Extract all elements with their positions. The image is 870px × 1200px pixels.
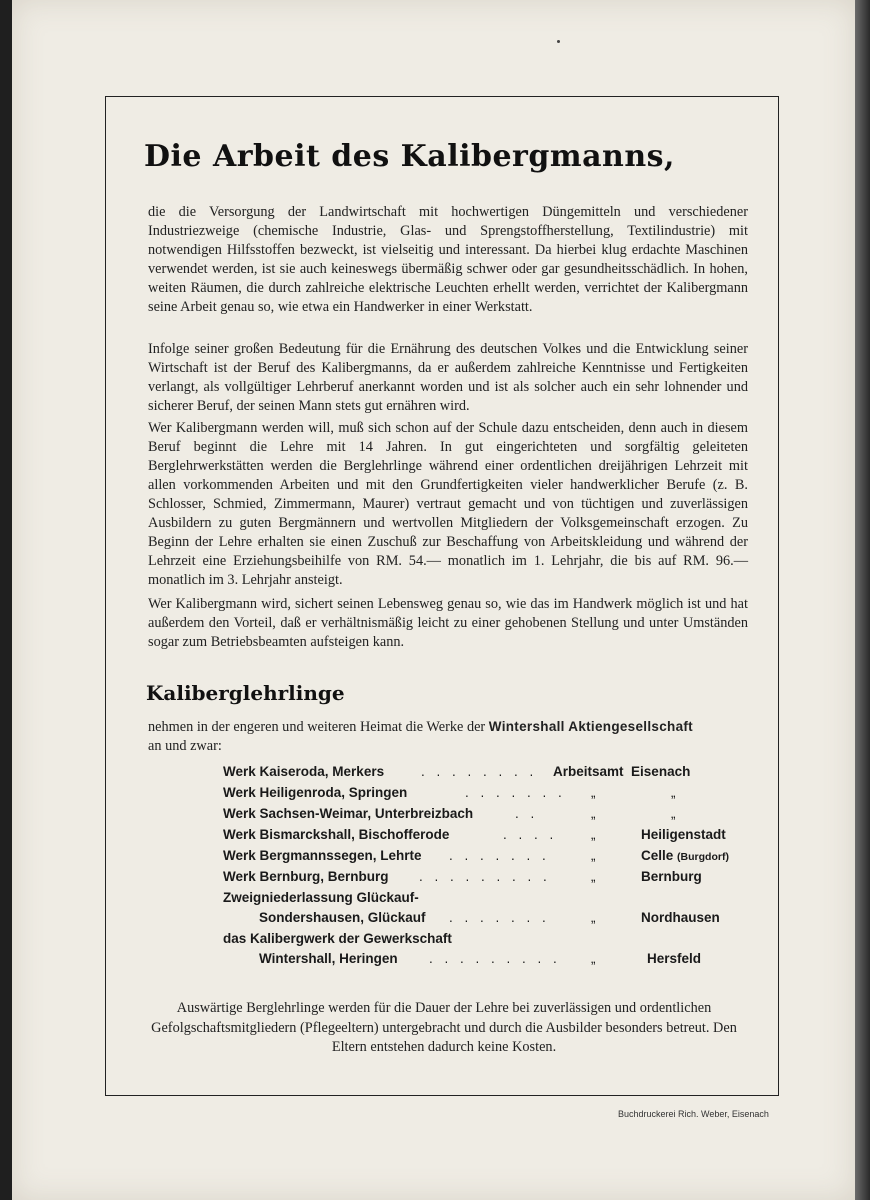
work-name: Werk Kaiseroda, Merkers xyxy=(223,764,385,779)
work-city: Bernburg xyxy=(641,869,702,884)
paragraph-1: die die Versorgung der Landwirtschaft mit hochwertigen Düngemitteln und verschiedener Industriezweige (chemische Industrie, Glas- und Sprengstoffherstellung, Textilindustrie) mit notwendigen Hilfsstoffen bezweckt, ist vielseitig und interessant. Da hierbei klug erdachte Maschinen verwendet werden, ist sie auch keineswegs übermäßig schwer oder gar gesundheitsschädlich. In hohen, weiten Räumen, die durch zahlreiche elektrische Leuchten erhellt werden, verrichtet der Kalibergmann seine Arbeit genau so, wie etwa ein Handwerker in einer Werkstatt. xyxy=(148,204,748,315)
paragraph-2: Infolge seiner großen Bedeutung für die Ernährung des deutschen Volkes und die Entwicklung seiner Wirtschaft ist der Beruf des Kalibergmanns, da er außerdem zahlreiche Kenntnisse und Fertigkeiten verlangt, als vollgültiger Lehrberuf anerkannt worden und ist als solcher auch ein sehr lohnender und sicherer Beruf, der seinen Mann stets gut ernähren wird. xyxy=(148,341,748,414)
work-name: Zweigniederlassung Glückauf- xyxy=(223,890,419,905)
section-subtitle: Kaliberglehrlinge xyxy=(146,681,345,705)
work-city: Heiligenstadt xyxy=(641,827,726,842)
works-row xyxy=(223,845,743,866)
leader-dots: . . . . . . . xyxy=(449,848,550,863)
work-name: Werk Sachsen-Weimar, Unterbreizbach xyxy=(223,806,474,821)
leader-dots: . . . . xyxy=(503,827,558,842)
leader-dots: . . . . . . . . . xyxy=(429,951,561,966)
city-name: Celle xyxy=(641,848,674,863)
works-list xyxy=(223,761,743,969)
leader-dots: . . xyxy=(515,806,539,821)
ditto-mark: „ xyxy=(671,785,676,800)
works-row xyxy=(223,824,743,845)
works-intro xyxy=(148,717,758,756)
works-row xyxy=(223,803,743,824)
paragraph-3: Wer Kalibergmann werden will, muß sich schon auf der Schule dazu entscheiden, denn auch in diesem Beruf beginnt die Lehre mit 14 Jahren. In gut eingerichteten und sorgfältig geleiteten Berglehrwerkstätten werden die Berglehrlinge während einer ordentlichen dreijährigen Lehrzeit mit allen vorkommenden Arbeiten und mit den Grundfertigkeiten vieler handwerklicher Berufe (z. B. Schlosser, Schmied, Zimmermann, Maurer) vertraut gemacht und von tüchtigen und zuverlässigen Ausbildern zu guten Bergmännern und wertvollen Mitgliedern der Volksgemeinschaft erzogen. Zu Beginn der Lehre erhalten sie einen Zuschuß zur Beschaffung von Arbeitskleidung und während der Lehrzeit eine Erziehungsbeihilfe von RM. 54.— monatlich im 1. Lehrjahr, die bis auf RM. 96.— monatlich im 3. Lehrjahr ansteigt. xyxy=(148,420,748,588)
page-title: Die Arbeit des Kalibergmanns, xyxy=(144,139,675,174)
amt-city: Eisenach xyxy=(631,764,691,779)
work-name: Werk Bismarckshall, Bischofferode xyxy=(223,827,450,842)
work-city: Hersfeld xyxy=(647,951,702,966)
footer-note: Auswärtige Berglehrlinge werden für die Dauer der Lehre bei zuverlässigen und ordentlichen Gefolgschaftsmitgliedern (Pflegeeltern) untergebracht und durch die Ausbilder besonders betreut. Den Eltern entstehen dadurch keine Kosten. xyxy=(151,1000,737,1055)
works-row xyxy=(223,782,743,803)
leader-dots: . . . . . . . xyxy=(449,910,550,925)
works-row xyxy=(223,928,743,969)
scan-edge xyxy=(855,0,870,1200)
ditto-mark: „ xyxy=(671,806,676,821)
city-note: (Burgdorf) xyxy=(677,851,729,863)
ditto-mark: „ xyxy=(591,806,596,821)
intro-end: an und zwar: xyxy=(148,738,222,754)
intro-text: nehmen in der engeren und weiteren Heimat die Werke der xyxy=(148,719,486,735)
document-page xyxy=(12,0,855,1200)
leader-dots: . . . . . . . xyxy=(465,785,566,800)
work-name: das Kalibergwerk der Gewerkschaft xyxy=(223,931,452,946)
work-city: Nordhausen xyxy=(641,910,720,925)
ditto-mark: „ xyxy=(591,848,596,863)
work-name-cont: Sondershausen, Glückauf xyxy=(259,910,426,925)
leader-dots: . . . . . . . . xyxy=(421,764,538,779)
leader-dots: . . . . . . . . . xyxy=(419,869,551,884)
works-row xyxy=(223,866,743,887)
ditto-mark: „ xyxy=(591,910,596,925)
works-row xyxy=(223,761,743,782)
printer-imprint: Buchdruckerei Rich. Weber, Eisenach xyxy=(618,1109,769,1119)
content-frame xyxy=(105,96,779,1096)
arbeitsamt-label xyxy=(553,761,690,782)
ditto-mark: „ xyxy=(591,951,596,966)
works-row xyxy=(223,887,743,928)
ditto-mark: „ xyxy=(591,827,596,842)
work-city xyxy=(641,845,729,868)
work-name: Werk Bernburg, Bernburg xyxy=(223,869,389,884)
paragraph-4: Wer Kalibergmann wird, sichert seinen Lebensweg genau so, wie das im Handwerk möglich ist und hat außerdem den Vorteil, daß er verhältnismäßig leicht zu einer gehobenen Stellung und unter Umständen sogar zum Betriebsbeamten aufsteigen kann. xyxy=(148,596,748,650)
ditto-mark: „ xyxy=(591,785,596,800)
work-name: Werk Bergmannssegen, Lehrte xyxy=(223,848,422,863)
ditto-mark: „ xyxy=(591,869,596,884)
print-speck xyxy=(557,40,560,43)
work-name: Werk Heiligenroda, Springen xyxy=(223,785,408,800)
intro-company: Wintershall Aktiengesellschaft xyxy=(488,719,693,734)
amt-word: Arbeitsamt xyxy=(553,764,624,779)
work-name-cont: Wintershall, Heringen xyxy=(259,951,398,966)
